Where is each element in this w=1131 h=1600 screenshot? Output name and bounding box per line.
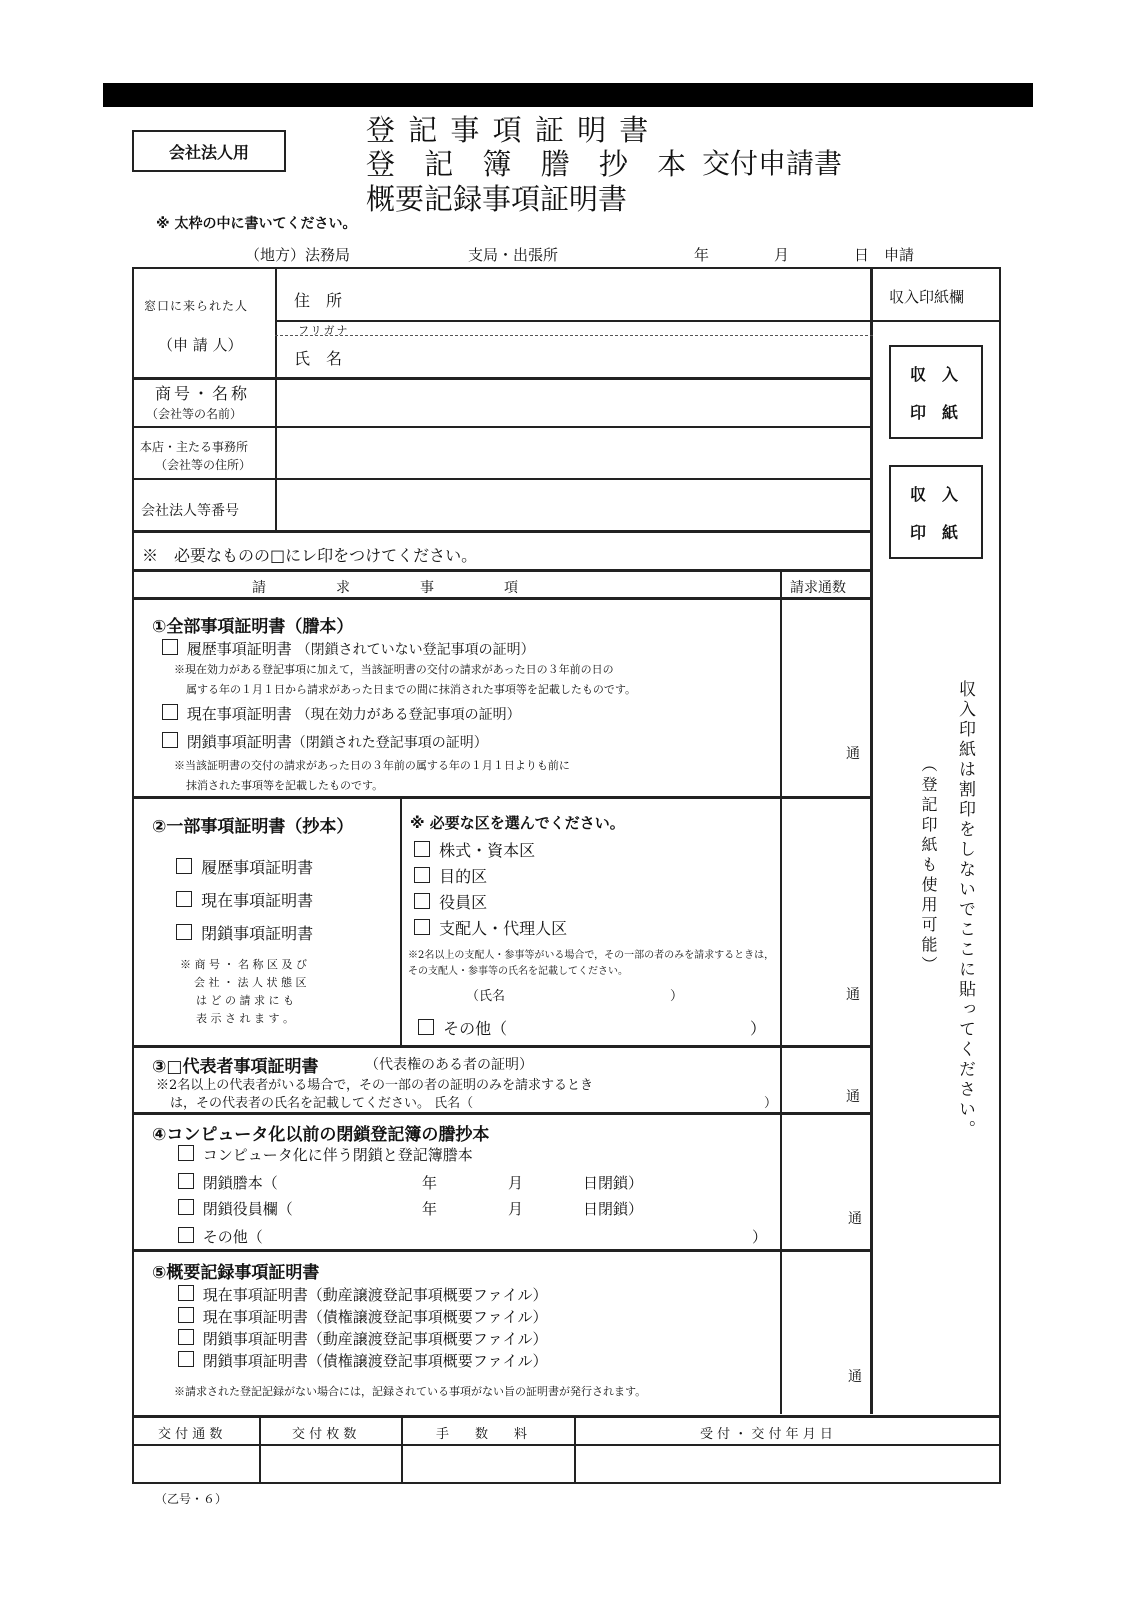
furigana-divider [275, 335, 873, 336]
date-apply: 申請 [884, 246, 915, 264]
ward-note-2: その支配人・参事等の氏名を記載してください。 [408, 966, 628, 977]
footer-col2: 交 付 枚 数 [292, 1427, 357, 1442]
section3-note2: は，その代表者の氏名を記載してください。 氏名（ [170, 1096, 474, 1111]
section4-count-unit: 通 [848, 1211, 862, 1227]
stamp-header: 収入印紙欄 [889, 288, 965, 306]
section2-title: ②一部事項証明書（抄本） [152, 817, 354, 837]
column-item-header: 請 求 事 項 [252, 580, 518, 596]
checkbox[interactable] [414, 867, 430, 883]
section2-item2[interactable]: 現在事項証明書 [176, 888, 313, 911]
checkbox[interactable] [414, 919, 430, 935]
section2-note-3: は ど の 請 求 に も [196, 994, 294, 1007]
company-name-label: 商号・名称 [155, 384, 251, 403]
section1-note3a: ※当該証明書の交付の請求があった日の３年前の属する年の１月１日よりも前に [174, 759, 570, 772]
section2-other[interactable]: その他（ [418, 1016, 507, 1039]
checkbox[interactable] [176, 924, 192, 940]
stamp-box-2-bottom: 印 紙 [910, 523, 959, 542]
section2-note-1: ※ 商 号 ・ 名 称 区 及 び [180, 958, 307, 971]
stamp-instruction-sub: （登記印紙も使用可能） [919, 756, 938, 976]
checkbox[interactable] [178, 1351, 194, 1367]
checkbox[interactable] [178, 1307, 194, 1323]
section2-other-close: ） [750, 1019, 767, 1038]
checkbox[interactable] [418, 1019, 434, 1035]
section2-note-4: 表 示 さ れ ま す 。 [196, 1012, 294, 1025]
checkbox[interactable] [414, 893, 430, 909]
section5-item2[interactable]: 現在事項証明書（債権譲渡登記事項概要ファイル） [178, 1306, 547, 1327]
section4-item3-month: 月 [508, 1200, 524, 1218]
title-line-1: 登 記 事 項 証 明 書 [366, 113, 651, 147]
section5-count-input[interactable] [786, 1330, 842, 1390]
ward-2[interactable]: 目的区 [414, 864, 487, 887]
section5-count-unit: 通 [848, 1369, 862, 1385]
company-number-label: 会社法人等番号 [141, 503, 239, 519]
footer-col1: 交 付 通 数 [158, 1427, 223, 1442]
stamp-box-1-bottom: 印 紙 [910, 403, 959, 422]
stamp-box-1 [889, 345, 983, 439]
checkbox[interactable] [178, 1285, 194, 1301]
category-label: 会社法人用 [168, 142, 249, 162]
section3-note1: ※2名以上の代表者がいる場合で，その一部の者の証明のみを請求するとき [156, 1078, 594, 1093]
ward-3[interactable]: 役員区 [414, 890, 487, 913]
checkbox[interactable] [414, 841, 430, 857]
section5-item4[interactable]: 閉鎖事項証明書（債権譲渡登記事項概要ファイル） [178, 1350, 547, 1371]
title-line-2: 登 記 簿 謄 抄 本 [366, 147, 697, 181]
office-mid: 支局・出張所 [468, 246, 559, 264]
section2-right-title: ※ 必要な区を選んでください。 [410, 814, 625, 832]
top-bar [103, 83, 1033, 107]
section5-note: ※請求された登記記録がない場合には，記録されている事項がない旨の証明書が発行されます。 [174, 1385, 647, 1398]
date-year: 年 [694, 246, 710, 264]
ward-name-input[interactable] [505, 982, 665, 1002]
section2-count-unit: 通 [846, 987, 860, 1003]
date-day: 日 [854, 246, 870, 264]
name-input[interactable] [380, 340, 860, 372]
title-line-2b: 交付申請書 [702, 147, 843, 180]
section4-item3-year: 年 [422, 1200, 438, 1218]
section1-title: ①全部事項証明書（謄本） [152, 617, 354, 637]
checkbox[interactable] [176, 858, 192, 874]
checkbox[interactable] [178, 1199, 194, 1215]
stamp-box-2-top: 収 入 [910, 485, 959, 504]
section1-item2[interactable]: 現在事項証明書 （現在効力がある登記事項の証明） [162, 703, 521, 724]
company-number-input[interactable] [280, 484, 865, 526]
ward-name-open: （氏名 [466, 989, 506, 1004]
section4-item3[interactable]: 閉鎖役員欄（ [178, 1198, 293, 1219]
section1-item3[interactable]: 閉鎖事項証明書（閉鎖された登記事項の証明） [162, 731, 488, 752]
section3-title[interactable]: ③□代表者事項証明書 [152, 1057, 319, 1077]
footer-col4: 受 付 ・ 交 付 年 月 日 [700, 1427, 833, 1442]
section4-item2-month: 月 [508, 1174, 524, 1192]
section4-item3-closed: 日閉鎖） [583, 1200, 644, 1218]
section4-item4[interactable]: その他（ [178, 1226, 263, 1247]
address-input[interactable] [380, 278, 860, 314]
section4-close: ） [752, 1228, 768, 1246]
ward-name-close: ） [670, 989, 684, 1004]
section1-count-input[interactable] [786, 700, 842, 760]
section4-item2[interactable]: 閉鎖謄本（ [178, 1172, 278, 1193]
header-note: ※ 太枠の中に書いてください。 [156, 216, 357, 232]
checkbox[interactable] [162, 732, 178, 748]
section3-sub: （代表権のある者の証明） [365, 1057, 533, 1073]
section5-item1[interactable]: 現在事項証明書（動産譲渡登記事項概要ファイル） [178, 1284, 547, 1305]
company-office-sub: （会社等の住所） [155, 458, 252, 472]
checkbox[interactable] [162, 704, 178, 720]
company-name-input[interactable] [280, 384, 865, 422]
section2-item3[interactable]: 閉鎖事項証明書 [176, 921, 313, 944]
section4-item2-closed: 日閉鎖） [583, 1174, 644, 1192]
section5-title: ⑤概要記録事項証明書 [152, 1263, 320, 1283]
section4-title: ④コンピュータ化以前の閉鎖登記簿の謄抄本 [152, 1125, 490, 1145]
section4-item1[interactable]: コンピュータ化に伴う閉鎖と登記簿謄本 [178, 1144, 473, 1165]
applicant-label: （申 請 人） [158, 336, 243, 354]
checkbox[interactable] [178, 1173, 194, 1189]
section1-note3b: 抹消された事項等を記載したものです。 [186, 779, 384, 792]
section4-item2-year: 年 [422, 1174, 438, 1192]
date-month: 月 [774, 246, 790, 264]
section2-note-2: 会 社 ・ 法 人 状 態 区 [194, 976, 307, 989]
checkbox[interactable] [176, 891, 192, 907]
category-box [132, 130, 286, 172]
check-instruction: ※ 必要なものの□にレ印をつけてください。 [142, 546, 478, 565]
section5-item3[interactable]: 閉鎖事項証明書（動産譲渡登記事項概要ファイル） [178, 1328, 547, 1349]
section3-count-unit: 通 [846, 1089, 860, 1105]
stamp-instruction: 収入印紙は割印をしないでここに貼ってください。 [955, 680, 975, 1140]
company-office-label: 本店・主たる事務所 [140, 440, 249, 454]
checkbox[interactable] [178, 1145, 194, 1161]
ward-4[interactable]: 支配人・代理人区 [414, 916, 567, 939]
section1-item1[interactable]: 履歴事項証明書 （閉鎖されていない登記事項の証明） [162, 638, 535, 659]
company-name-sub: （会社等の名前） [146, 407, 243, 421]
name-label: 氏 名 [294, 349, 343, 368]
section2-item1[interactable]: 履歴事項証明書 [176, 855, 313, 878]
section1-note1a: ※現在効力がある登記事項に加えて，当該証明書の交付の請求があった日の３年前の日の [174, 663, 614, 676]
checkbox[interactable] [162, 639, 178, 655]
section3-close: ） [764, 1096, 778, 1111]
footer-table [132, 1416, 1001, 1484]
column-count-header: 請求通数 [790, 580, 846, 596]
address-label: 住 所 [294, 291, 343, 310]
checkbox[interactable] [178, 1227, 194, 1243]
company-office-input[interactable] [280, 432, 865, 474]
section3-count-input[interactable] [786, 1055, 842, 1105]
stamp-box-2 [889, 465, 983, 559]
section2-count-input[interactable] [786, 940, 842, 1000]
office-left: （地方）法務局 [245, 246, 351, 264]
ward-note-1: ※2名以上の支配人・参事等がいる場合で，その一部の者のみを請求するときは， [408, 950, 775, 961]
stamp-box-1-top: 収 入 [910, 365, 959, 384]
section1-note1b: 属する年の１月１日から請求があった日までの間に抹消された事項等を記載したものです。 [186, 683, 637, 696]
checkbox[interactable] [178, 1329, 194, 1345]
section4-count-input[interactable] [786, 1170, 842, 1230]
furigana-label: フリガナ [298, 324, 350, 337]
title-line-3: 概要記録事項証明書 [366, 182, 628, 216]
ward-1[interactable]: 株式・資本区 [414, 838, 535, 861]
form-code: （乙号・６） [155, 1492, 228, 1506]
section1-count-unit: 通 [846, 746, 860, 762]
footer-col3: 手 数 料 [436, 1427, 528, 1442]
visitor-label: 窓口に来られた人 [144, 299, 249, 313]
